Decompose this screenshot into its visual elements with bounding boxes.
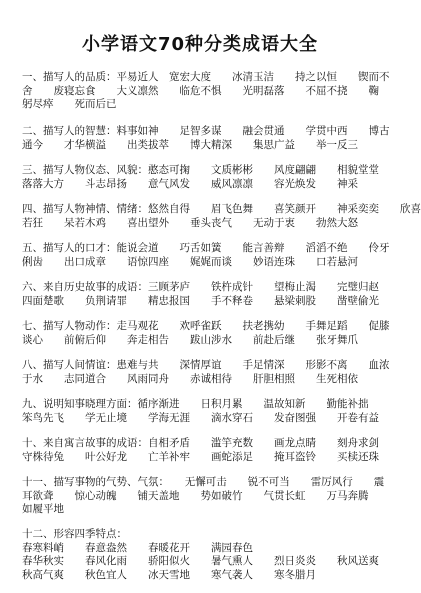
section-5	[22, 242, 390, 269]
text-line: 落落大方 斗志昂扬 意气风发 威风凛凛 容光焕发 神采	[22, 177, 358, 190]
text-line: 俐齿 出口成章 语惊四座 娓娓而谈 妙语连珠 口若悬河	[22, 255, 358, 268]
text-line: 于水 志同道合 风雨同舟 赤诚相待 肝胆相照 生死相依	[22, 372, 358, 385]
text-line: 十、来自寓言故事的成语：自相矛盾 滥竽充数 画龙点睛 刻舟求剑	[22, 437, 379, 449]
text-line: 六、来自历史故事的成语：三顾茅庐 铁杵成针 望梅止渴 完璧归赵	[22, 281, 379, 293]
section-3	[22, 164, 380, 191]
text-line: 四、描写人物神情、情绪：悠然自得 眉飞色舞 喜笑颜开 神采奕奕 欣喜	[22, 203, 421, 215]
text-line: 八、描写人间情谊：患难与共 深情厚谊 手足情深 形影不离 血浓	[22, 359, 390, 371]
text-line: 通今 才华横溢 出类拔萃 博大精深 集思广益 举一反三	[22, 138, 358, 151]
text-line: 四面楚歌 负荆请罪 精忠报国 手不释卷 悬梁刺股 凿壁偷光	[22, 294, 379, 307]
text-line: 春华秋实 春风化雨 骄阳似火 暑气熏人 烈日炎炎 秋风送爽	[22, 555, 379, 567]
text-line: 五、描写人的口才：能说会道 巧舌如簧 能言善辩 滔滔不绝 伶牙	[22, 242, 390, 254]
text-line: 若狂 呆若木鸡 喜出望外 垂头丧气 无动于衷 勃然大怒	[22, 216, 358, 229]
section-10	[22, 437, 380, 464]
text-line: 谈心 前俯后仰 奔走相告 跋山涉水 前赴后继 张牙舞爪	[22, 333, 358, 346]
text-line: 如履平地	[22, 503, 64, 515]
text-line: 秋高气爽 秋色宜人 冰天雪地 寒气袭人 寒冬腊月	[22, 568, 316, 581]
text-line: 守株待兔 叶公好龙 亡羊补牢 画蛇添足 掩耳盗铃 买椟还珠	[22, 450, 379, 463]
text-line: 十一、描写事物的气势、气氛： 无懈可击 锐不可当 雷厉风行 震	[22, 476, 385, 488]
section-12	[22, 528, 380, 582]
section-6	[22, 281, 380, 308]
text-line: 一、描写人的品质：平易近人 宽宏大度 冰清玉洁 持之以恒 锲而不	[22, 71, 390, 83]
text-line: 春寒料峭 春意盎然 春暖花开 满园春色	[22, 541, 253, 554]
page-title: 小学语文70种分类成语大全	[81, 34, 319, 55]
text-line: 躬尽瘁 死而后已	[22, 98, 117, 110]
text-line: 耳欲聋 惊心动魄 铺天盖地 势如破竹 气贯长虹 万马奔腾	[22, 489, 369, 502]
text-line: 舍 废寝忘食 大义凛然 临危不惧 光明磊落 不屈不挠 鞠	[22, 84, 379, 97]
text-line: 三、描写人物仪态、风貌：憨态可掬 文质彬彬 风度翩翩 相貌堂堂	[22, 164, 379, 176]
text-line: 九、说明知事晓理方面：循序渐进 日积月累 温故知新 勤能补拙	[22, 398, 369, 410]
section-1	[22, 71, 390, 112]
text-line: 二、描写人的智慧：料事如神 足智多谋 融会贯通 学贯中西 博古	[22, 125, 390, 137]
section-7	[22, 320, 390, 347]
section-9	[22, 398, 380, 425]
text-line: 十二、形容四季特点：	[22, 528, 127, 540]
text-line: 笨鸟先飞 学无止境 学海无涯 滴水穿石 发奋图强 开卷有益	[22, 411, 379, 424]
section-4	[22, 203, 421, 230]
text-line: 七、描写人物动作：走马观花 欢呼雀跃 扶老携幼 手舞足蹈 促膝	[22, 320, 390, 332]
section-2	[22, 125, 390, 152]
section-8	[22, 359, 390, 386]
section-11	[22, 476, 385, 517]
